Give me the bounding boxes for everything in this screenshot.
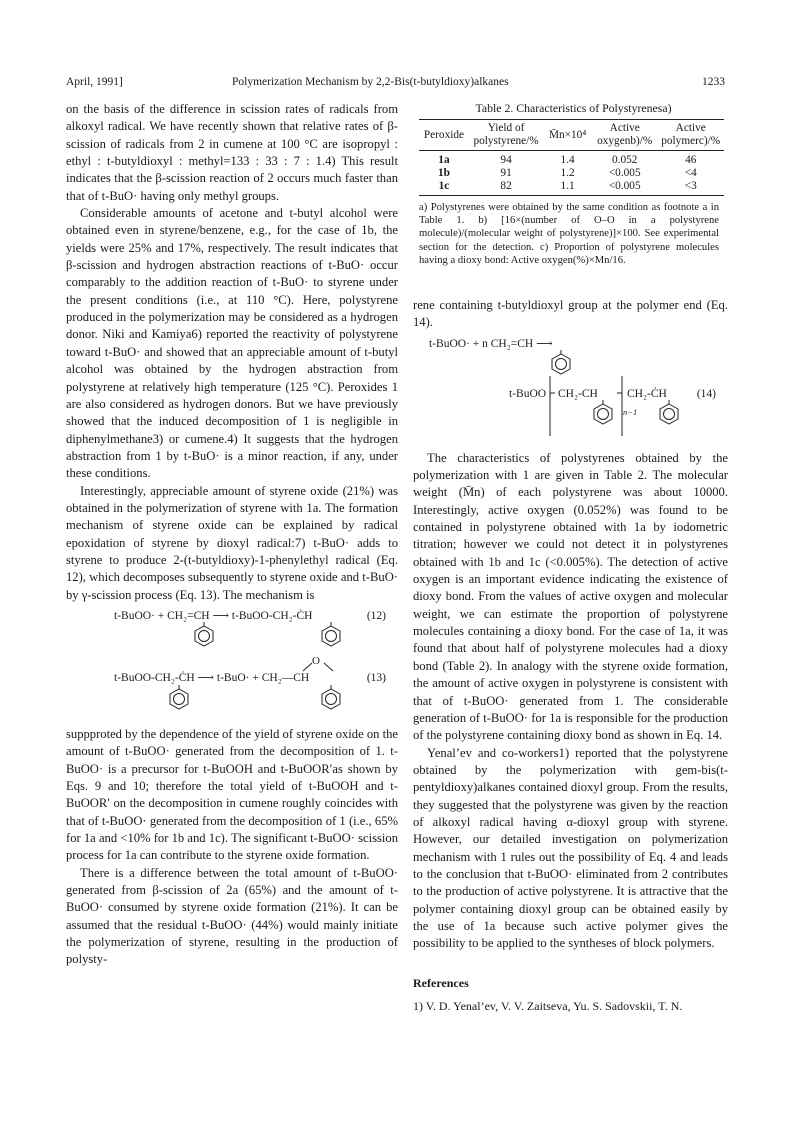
table-cell: <4 (684, 167, 697, 179)
table-cell: 94 (500, 154, 512, 166)
equation-text: t-BuOO-CH₂-ĊH ⟶ t-BuO· + CH₂—CH (114, 671, 310, 684)
table-cell: 1.1 (543, 180, 592, 196)
table-cell: <3 (657, 180, 724, 196)
equation-text: CH₂-ĊH (627, 387, 667, 400)
table-cell: <0.005 (592, 180, 658, 196)
table-cell: 1a (438, 154, 450, 166)
equation-number: (12) (366, 609, 386, 622)
epoxide-oxygen: O (312, 654, 320, 667)
table-cell: 1b (437, 167, 450, 179)
equation-text: t-BuOO (509, 387, 547, 400)
table-cell: 1.4 (560, 154, 575, 166)
paragraph: Considerable amounts of acetone and t-butyl alcohol were obtained even in styrene/benzene, e.g., for the case of 1b, the yields were 25% and 17%, respectively. The result indicates that β-scission and hydrogen abstraction reactions of t-BuO· occur comparably to the addition reaction of t-BuO· to styrene under the present conditions (i.e., at 110 °C). Here, polystyrene produced in the polymerization may be considered as a hydrogen donor. Niki and Kamiya6) reported the reactivity of polystyrene toward t-BuO· and showed that an appreciable amount of t-butyl alcohol was obtained by the hydrogen abstraction from polystyrene at relatively high temperature (125 °C). Peroxides 1 are also considered as hydrogen donors. But we have previously showed that the induced decomposition of 1 is negligible in diphenylmethane3) or cumene.4) It suggests that the hydrogen abstraction from 1 by t-BuO· is a minor reaction, if any, under these conditions. (66, 206, 398, 481)
table-row (419, 167, 724, 180)
table-cell: 46 (685, 154, 697, 166)
table-cell: 1.2 (560, 167, 575, 179)
paragraph: The characteristics of polystyrenes obtained by the polymerization with 1 are given in Table 2. The molecular weight (M̄n) of each polystyrene was about 10000. Interestingly, active oxygen (0.052%) was found to be contained in polystyrene obtained with 1a by iodometric titration; however we could not detect it in polystyrenes obtained with 1b and 1c (<0.005%). The detection of active oxygen is an important evidence indicating the existence of dioxy bond. From the values of active oxygen and molecular weight, we can estimate the proportion of polystyrene molecules containing a dioxy bond. For the case of 1a, it was found that about half of polystyrene molecules had a dioxy bond (Table 2). In analogy with the styrene oxide formation, the amount of active oxygen in polystyrene is consistent with that of t-BuOO· generated from 1. The considerable generation of t-BuOO· for 1a is responsible for the production of the polystyrene containing dioxy bond as shown in Eq. 14. (413, 450, 728, 743)
benzene-ring-icon (658, 400, 680, 426)
table-cell: 82 (469, 180, 543, 196)
table-cell: 1c (419, 180, 469, 196)
table-footnote: a) Polystyrenes were obtained by the same condition as footnote a in Table 1. b) [16×(number of O–O in a polystyrene molecule)/(molecular weight of polystyrene)]×100. See experimental section for the detection. c) Proportion of polystyrene molecules having a dioxy bond: Active oxygen(%)×Mn/16. (419, 202, 719, 266)
benzene-ring-icon (320, 622, 342, 648)
subscript-n: n−1 (623, 406, 638, 417)
equation-13 (66, 654, 398, 716)
references-heading: References (413, 975, 469, 990)
paragraph: suppproted by the dependence of the yield of styrene oxide on the amount of t-BuOO· generated from the decomposition of 1. t-BuOO· is a precursor for t-BuOOH and t-BuOOR′as shown by Eqs. 9 and 10; therefore the total yield of t-BuOOH and t-BuOOR′ on the decomposition in cumene roughly coincides with that of t-BuOO· generated from the decomposition of 1 (i.e., 65% for 1a and <10% for 1b and 1c). The significant t-BuOO· scission process for 1a can contribute to the styrene oxide formation. (66, 726, 398, 863)
reference-item: 1) V. D. Yenal’ev, V. V. Zaitseva, Yu. S. Sadovskii, T. N. (413, 999, 683, 1014)
table-header: Active polymerc)/% (657, 120, 724, 151)
paragraph: rene containing t-butyldioxyl group at the polymer end (Eq. 14). (413, 298, 728, 330)
paragraph: There is a difference between the total amount of t-BuOO· generated from β-scission of 2a (65%) and the amount of t-BuOO· consumed by styrene oxide formation (21%). It can be assumed that the residual t-BuOO· (44%) would mainly initiate the polymerization of styrene, resulting in the production of polysty- (66, 865, 398, 967)
page-number: 1233 (702, 76, 725, 88)
table-caption: Table 2. Characteristics of Polystyrenesa) (475, 101, 672, 115)
benzene-ring-icon (550, 350, 572, 376)
paragraph: on the basis of the difference in scission rates of radicals from alkoxyl radical. We have recently shown that relative rates of β-scission of radicals from 2 in cumene at 100 °C are isopropyl : ethyl : t-butyldioxyl : methyl=133 : 33 : 7 : 1.4) This result indicates that the β-scission reaction of 2 occurs much faster than that of t-BuO· having only methyl groups. (66, 102, 398, 203)
table-header: Yield of polystyrene/% (469, 120, 543, 151)
table-cell: 0.052 (612, 154, 638, 166)
table-header: Active oxygenb)/% (592, 120, 658, 151)
running-header-title: Polymerization Mechanism by 2,2-Bis(t-butyldioxy)alkanes (232, 76, 509, 88)
left-column (66, 101, 398, 969)
bracket-icon (549, 376, 555, 436)
equation-text: CH₂-CH (558, 387, 598, 400)
table-row (419, 151, 724, 168)
equation-text: t-BuOO· + CH₂=CH ⟶ t-BuOO-CH₂-ĊH (114, 609, 313, 622)
equation-number: (13) (366, 671, 386, 684)
table-header: Peroxide (419, 120, 469, 151)
paragraph: Interestingly, appreciable amount of styrene oxide (21%) was obtained in the polymerization of styrene with 1a. The formation mechanism of styrene oxide can be explained by radical epoxidation of styrene by dioxyl radical:7) t-BuO· adds to styrene to produce 2-(t-butyldioxy)-1-phenylethyl radical (Eq. 12), which decomposes subsequently to styrene oxide and t-BuO· by γ-scission process (Eq. 13). The mechanism is (66, 483, 398, 602)
equation-12 (66, 608, 398, 658)
equation-text: t-BuOO· + n CH₂=CH ⟶ (429, 337, 553, 350)
table-header: M̄n×10⁴ (543, 120, 592, 151)
characteristics-table (419, 119, 724, 196)
benzene-ring-icon (320, 685, 342, 711)
running-header-date: April, 1991] (66, 76, 123, 88)
benzene-ring-icon (168, 685, 190, 711)
table-cell: <0.005 (608, 167, 641, 179)
paragraph: Yenal’ev and co-workers1) reported that the polystyrene obtained by the polymerization with gem-bis(t-pentyldioxy)alkanes contained dioxyl group. From the results, they suggested that the polystyrene was given by the reaction of alkoxyl radical having α-dioxyl group with styrene. However, our detailed investigation on polymerization mechanism with 1 rules out the possibility of Eq. 4 and leads to the conclusion that t-BuOO· eliminated from 2 contributes to the production of active polystyrene. It is attractive that the polymer containing dioxyl group can be obtained easily by the use of 1a because such active polymer gives the possibility to be applied to the syntheses of block polymers. (413, 745, 728, 951)
equation-number: (14) (696, 387, 716, 400)
table-cell: 91 (500, 167, 512, 179)
table-2 (419, 101, 728, 267)
benzene-ring-icon (193, 622, 215, 648)
benzene-ring-icon (592, 400, 614, 426)
table-row (419, 180, 724, 196)
right-column (413, 101, 728, 1015)
equation-14 (413, 336, 728, 444)
